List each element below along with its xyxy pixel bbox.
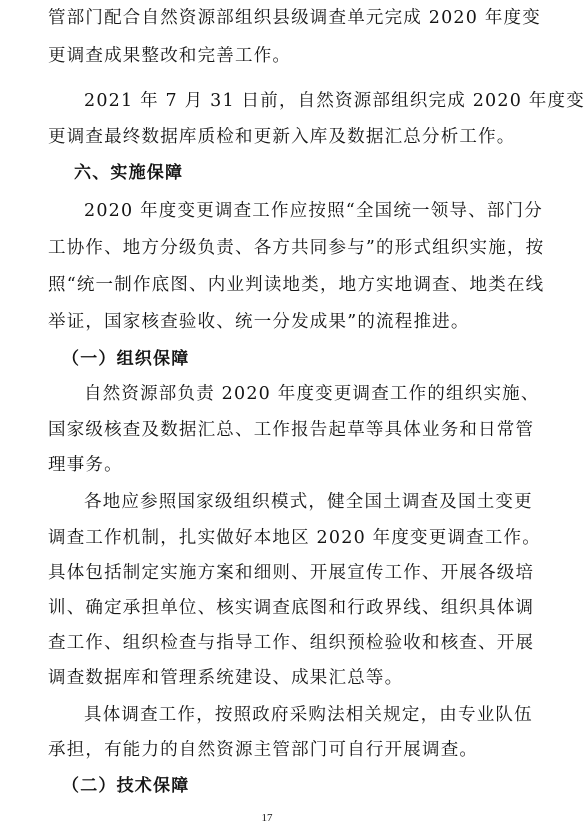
text-line: 举证，国家核查验收、统一分发成果”的流程推进。 (48, 312, 470, 332)
text-line: 具体调查工作，按照政府采购法相关规定，由专业队伍 (84, 705, 533, 725)
text-line: 国家级核查及数据汇总、工作报告起草等具体业务和日常管 (48, 420, 535, 440)
text-line: 调查数据库和管理系统建设、成果汇总等。 (48, 668, 404, 688)
text-line: 调查工作机制，扎实做好本地区 2020 年度变更调查工作。 (48, 528, 541, 548)
text-line: 工协作、地方分级负责、各方共同参与”的形式组织实施，按 (48, 238, 545, 258)
text-line: 管部门配合自然资源部组织县级调查单元完成 2020 年度变 (48, 8, 541, 28)
text-line: 训、确定承担单位、核实调查底图和行政界线、组织具体调 (48, 598, 535, 618)
text-line: 理事务。 (48, 455, 123, 475)
text-line: 自然资源部负责 2020 年度变更调查工作的组织实施、 (84, 384, 540, 404)
text-line: 更调查成果整改和完善工作。 (48, 46, 292, 66)
text-line: 2021 年 7 月 31 日前，自然资源部组织完成 2020 年度变 (84, 91, 585, 111)
subsection-heading: （一）组织保障 (62, 349, 190, 369)
subsection-heading: （二）技术保障 (62, 776, 190, 796)
text-line: 查工作、组织检查与指导工作、组织预检验收和核查、开展 (48, 633, 535, 653)
section-heading: 六、实施保障 (74, 163, 184, 183)
text-line: 具体包括制定实施方案和细则、开展宣传工作、开展各级培 (48, 563, 535, 583)
text-line: 2020 年度变更调查工作应按照“全国统一领导、部门分 (84, 201, 543, 221)
text-line: 承担，有能力的自然资源主管部门可自行开展调查。 (48, 740, 479, 760)
page-number: 17 (261, 812, 273, 824)
text-line: 更调查最终数据库质检和更新入库及数据汇总分析工作。 (48, 127, 516, 147)
text-line: 照“统一制作底图、内业判读地类，地方实地调查、地类在线 (48, 275, 545, 295)
text-line: 各地应参照国家级组织模式，健全国土调查及国土变更 (84, 492, 533, 512)
